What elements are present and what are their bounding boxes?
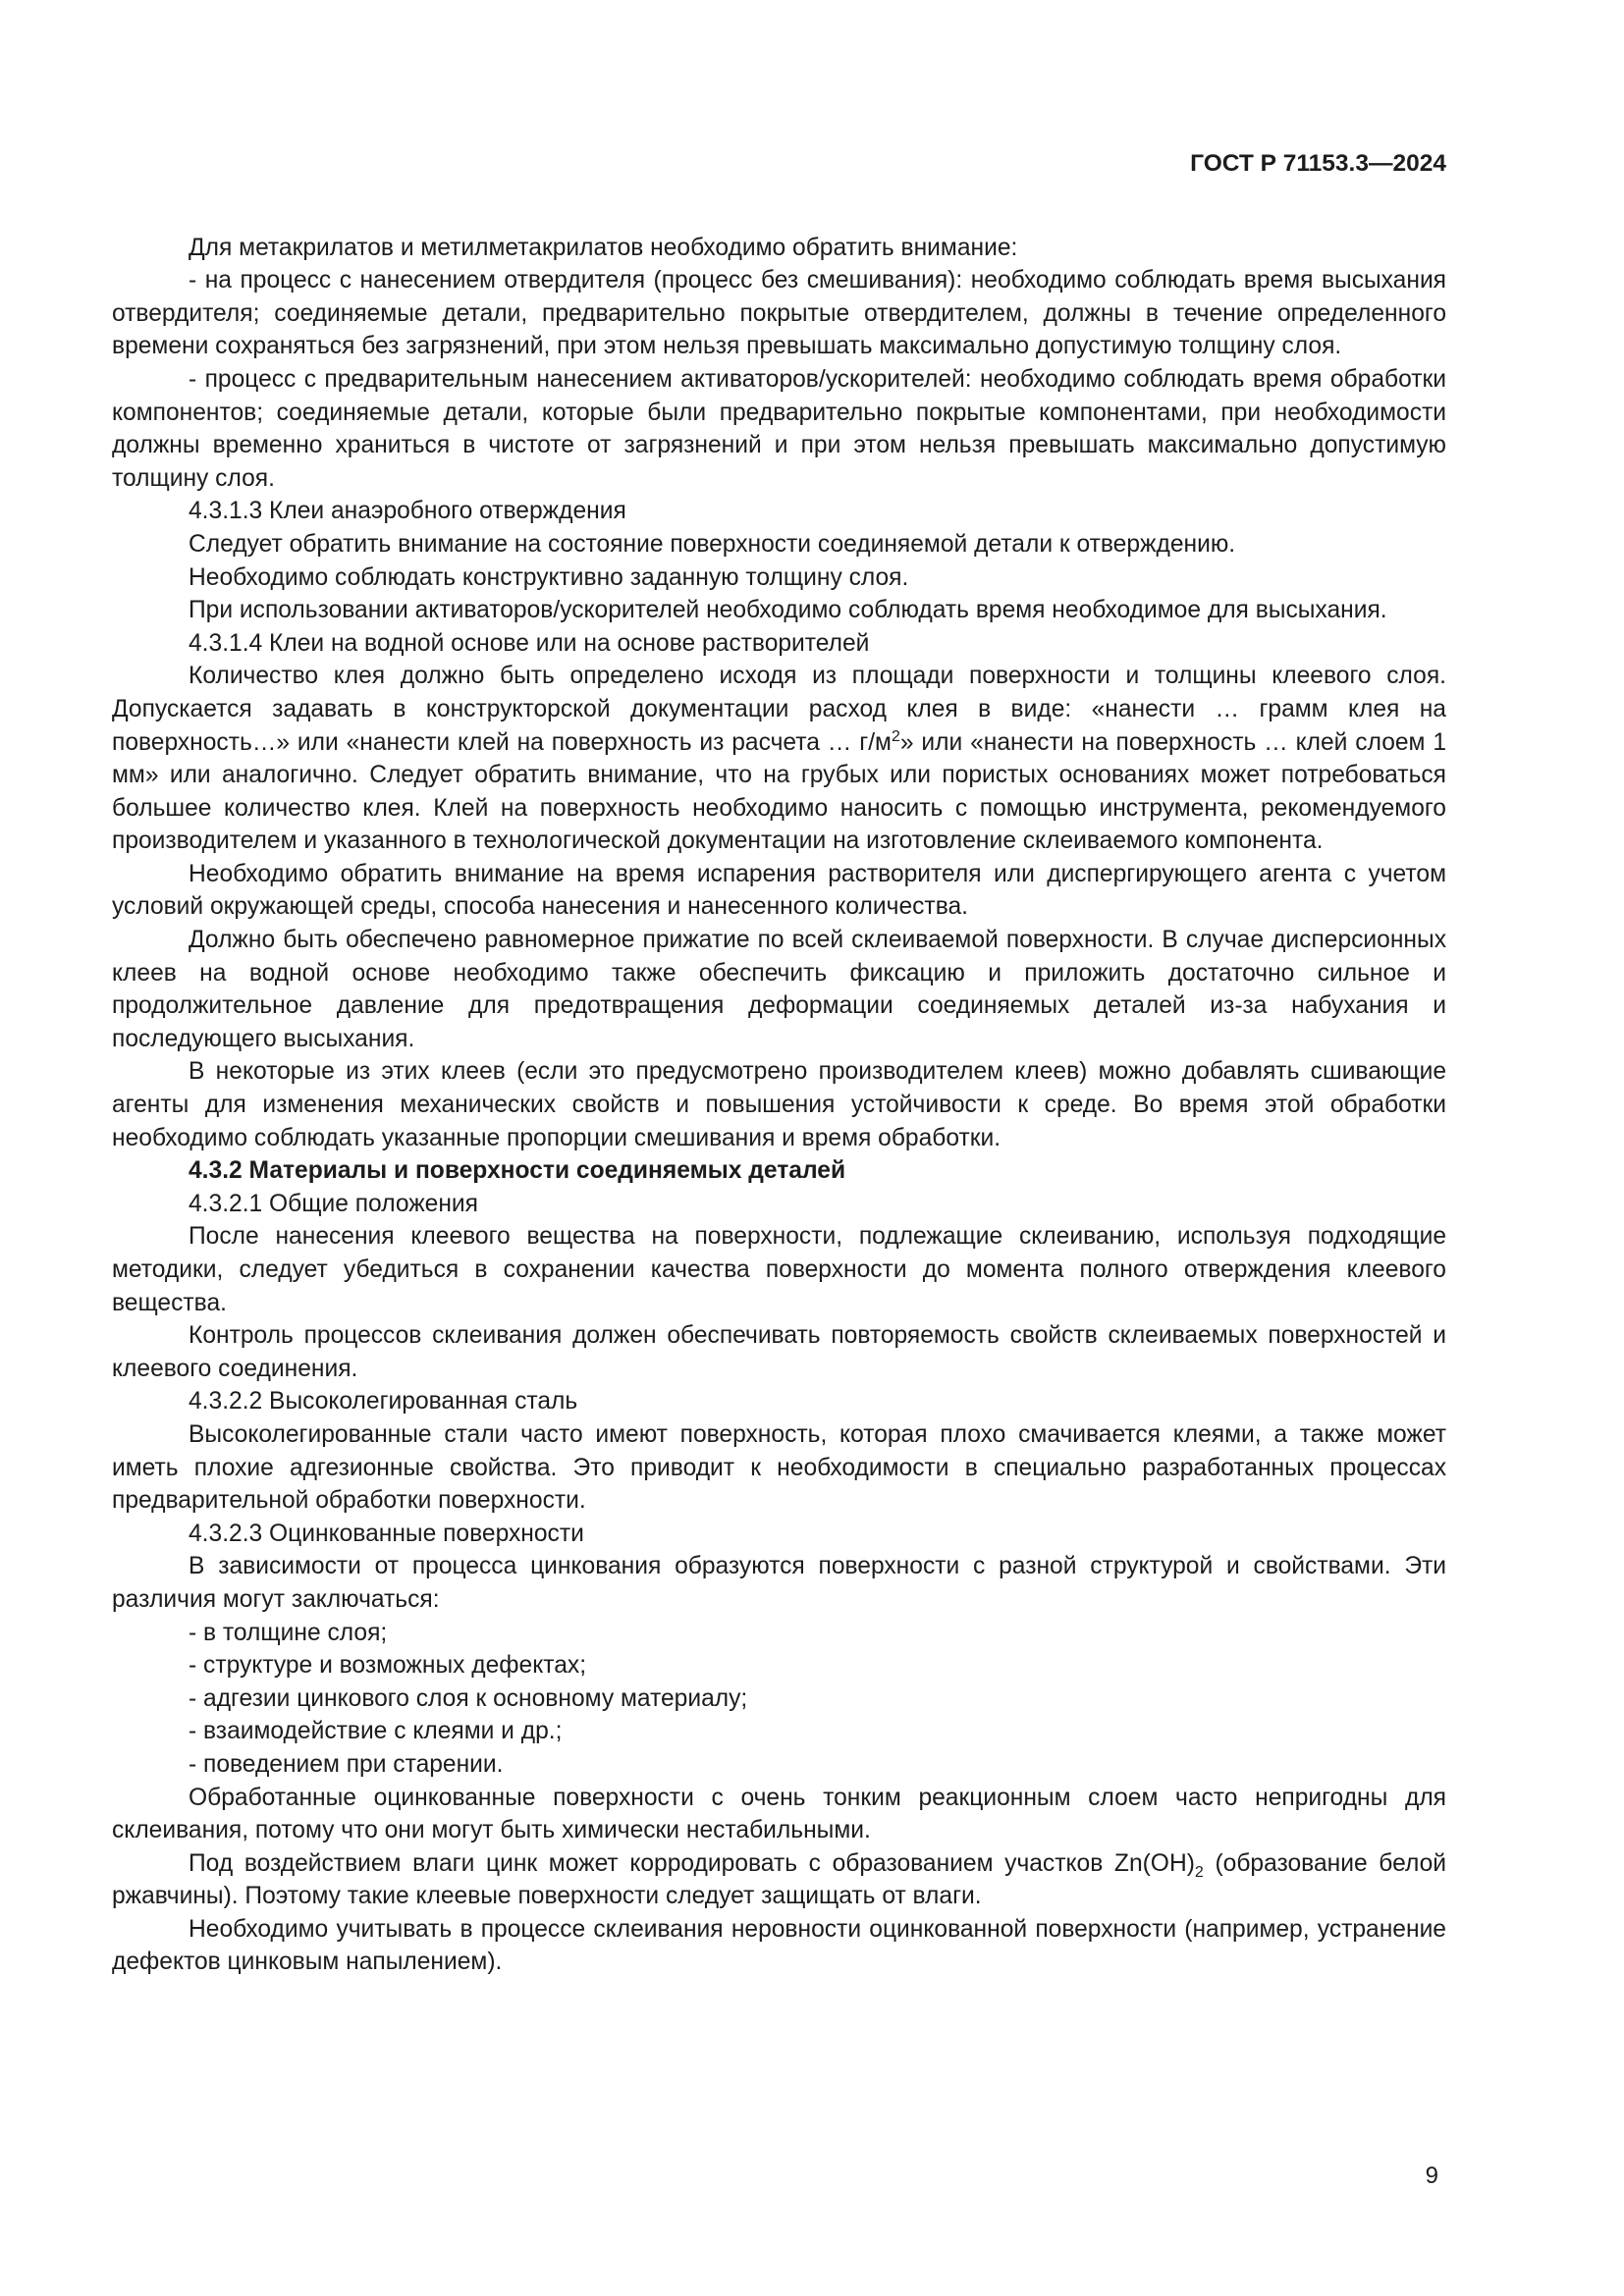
paragraph: - на процесс с нанесением отвердителя (процесс без смешивания): необходимо соблюдать время высыхания отвердителя; соединяемые детали, предварительно покрытые отвердителем, должны в течение определенного времени сохраняться без загрязнений, при этом нельзя превышать максимально допустимую толщину слоя. bbox=[112, 267, 1446, 360]
section-heading-4-3-2: 4.3.2 Материалы и поверхности соединяемых деталей bbox=[189, 1157, 846, 1185]
list-item: - взаимодействие с клеями и др.; bbox=[189, 1718, 563, 1745]
paragraph: Обработанные оцинкованные поверхности с очень тонким реакционным слоем часто непригодны для склеивания, потому что они могут быть химически нестабильными. bbox=[112, 1784, 1446, 1844]
paragraph: - процесс с предварительным нанесением активаторов/ускорителей: необходимо соблюдать время обработки компонентов; соединяемые детали, которые были предварительно покрытые компонентами, при необходимости должны временно храниться в чистоте от загрязнений и при этом нельзя превышать максимально допустимую толщину слоя. bbox=[112, 365, 1446, 492]
paragraph: В зависимости от процесса цинкования образуются поверхности с разной структурой и свойствами. Эти различия могут заключаться: bbox=[112, 1553, 1446, 1613]
paragraph: Следует обратить внимание на состояние поверхности соединяемой детали к отверждению. bbox=[189, 530, 1236, 558]
paragraph: Необходимо соблюдать конструктивно заданную толщину слоя. bbox=[189, 563, 909, 591]
section-heading-4-3-1-3: 4.3.1.3 Клеи анаэробного отверждения bbox=[189, 498, 626, 525]
paragraph: Контроль процессов склеивания должен обеспечивать повторяемость свойств склеиваемых поверхностей и клеевого соединения. bbox=[112, 1322, 1446, 1382]
superscript: 2 bbox=[891, 727, 900, 745]
page-number: 9 bbox=[1425, 2163, 1438, 2189]
document-body bbox=[112, 232, 1446, 1979]
list-item: - в толщине слоя; bbox=[189, 1619, 388, 1646]
paragraph-text: Количество клея должно быть определено исходя из площади поверхности и толщины клеевого слоя. Допускается задавать в конструкторской документации расход клея в виде: «нанести … грамм клея на поверхность…» или «нанести клей на поверхность из расчета … г/м bbox=[112, 663, 1446, 756]
paragraph bbox=[112, 1847, 1446, 1913]
paragraph-text: » или «нанести на поверхность … клей слоем 1 мм» или аналогично. Следует обратить внимание, что на грубых или пористых основаниях может потребоваться большее количество клея. Клей на поверхность необходимо наносить с помощью инструмента, рекомендуемого производителем и указанного в технологической документации на изготовление склеиваемого компонента. bbox=[112, 728, 1446, 855]
section-heading-4-3-2-2: 4.3.2.2 Высоколегированная сталь bbox=[189, 1388, 578, 1415]
section-heading-4-3-1-4: 4.3.1.4 Клеи на водной основе или на основе растворителей bbox=[189, 629, 870, 657]
paragraph: Должно быть обеспечено равномерное прижатие по всей склеиваемой поверхности. В случае дисперсионных клеев на водной основе необходимо также обеспечить фиксацию и приложить достаточно сильное и продолжительное давление для предотвращения деформации соединяемых деталей из-за набухания и последующего высыхания. bbox=[112, 927, 1446, 1052]
paragraph: При использовании активаторов/ускорителей необходимо соблюдать время необходимое для высыхания. bbox=[189, 597, 1387, 624]
paragraph-text: Под воздействием влаги цинк может корродировать с образованием участков Zn(OH) bbox=[189, 1849, 1195, 1877]
section-heading-4-3-2-1: 4.3.2.1 Общие положения bbox=[189, 1190, 478, 1217]
paragraph: Для метакрилатов и метилметакрилатов необходимо обратить внимание: bbox=[189, 234, 1018, 261]
paragraph: Высоколегированные стали часто имеют поверхность, которая плохо смачивается клеями, а также может иметь плохие адгезионные свойства. Это приводит к необходимости в специально разработанных процессах предварительной обработки поверхности. bbox=[112, 1420, 1446, 1515]
paragraph bbox=[112, 660, 1446, 858]
paragraph: В некоторые из этих клеев (если это предусмотрено производителем клеев) можно добавлять сшивающие агенты для изменения механических свойств и повышения устойчивости к среде. Во время этой обработки необходимо соблюдать указанные пропорции смешивания и время обработки. bbox=[112, 1058, 1446, 1151]
paragraph: Необходимо обратить внимание на время испарения растворителя или диспергирующего агента с учетом условий окружающей среды, способа нанесения и нанесенного количества. bbox=[112, 860, 1446, 921]
subscript: 2 bbox=[1194, 1863, 1204, 1881]
paragraph-text: (образование белой ржавчины). Поэтому такие клеевые поверхности следует защищать от влаги. bbox=[112, 1849, 1446, 1910]
list-item: - структуре и возможных дефектах; bbox=[189, 1652, 587, 1680]
document-id-header: ГОСТ Р 71153.3—2024 bbox=[1190, 150, 1446, 177]
paragraph: Необходимо учитывать в процессе склеивания неровности оцинкованной поверхности (например, устранение дефектов цинковым напылением). bbox=[112, 1915, 1446, 1976]
list-item: - поведением при старении. bbox=[189, 1750, 504, 1778]
paragraph: После нанесения клеевого вещества на поверхности, подлежащие склеиванию, используя подходящие методики, следует убедиться в сохранении качества поверхности до момента полного отверждения клеевого вещества. bbox=[112, 1223, 1446, 1316]
list-item: - адгезии цинкового слоя к основному материалу; bbox=[189, 1684, 748, 1712]
section-heading-4-3-2-3: 4.3.2.3 Оцинкованные поверхности bbox=[189, 1520, 584, 1547]
